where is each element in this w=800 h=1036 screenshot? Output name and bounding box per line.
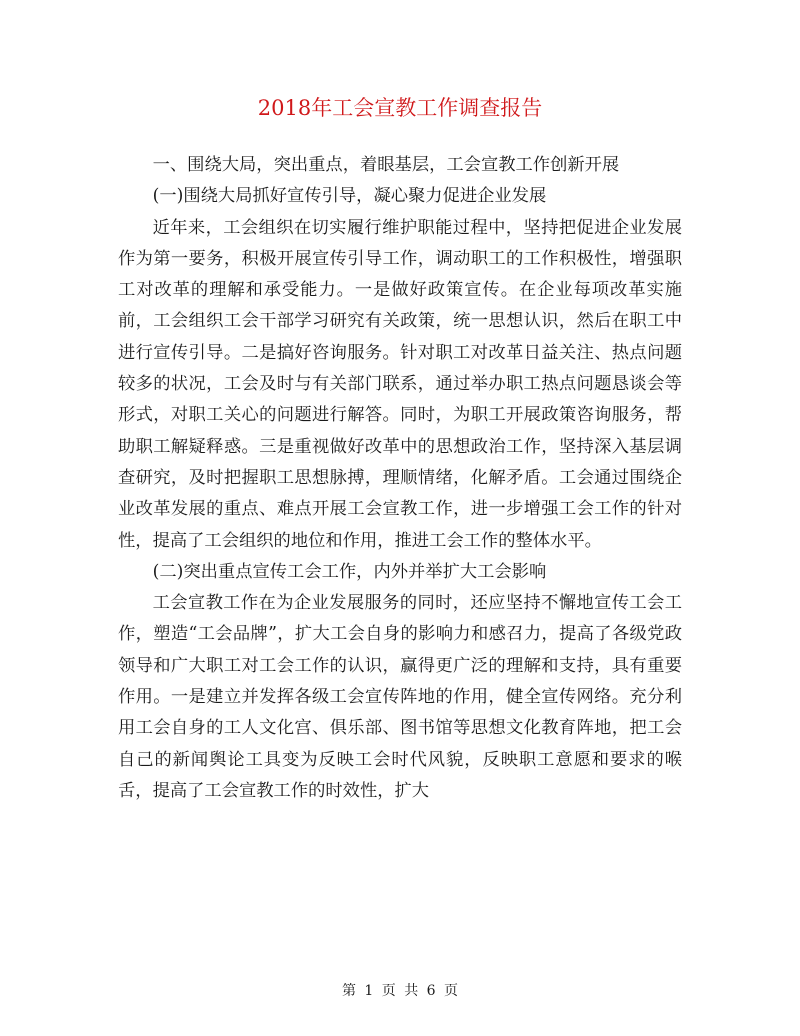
- subsection-heading: (二)突出重点宣传工会工作，内外并举扩大工会影响: [152, 561, 547, 582]
- section-heading: 一、围绕大局，突出重点，着眼基层，工会宣教工作创新开展: [152, 155, 620, 175]
- body-paragraph: 工会宣教工作在为企业发展服务的同时，还应坚持不懈地宣传工会工作，塑造“工会品牌”，扩大工会自身的影响力和感召力，提高了各级党政领导和广大职工对工会工作的认识，赢得更广泛的理解和支持，具有重要作用。一是建立并发挥各级工会宣传阵地的作用，健全宣传网络。充分利用工会自身的工人文化宫、俱乐部、图书馆等思想文化教育阵地，把工会自己的新闻舆论工具变为反映工会时代风貌，反映职工意愿和要求的喉舌，提高了工会宣教工作的时效性，扩大: [118, 593, 682, 801]
- subsection-heading: (一)围绕大局抓好宣传引导，凝心聚力促进企业发展: [152, 186, 547, 207]
- page-number-footer: 第 1 页 共 6 页: [341, 983, 459, 999]
- body-paragraph: 近年来，工会组织在切实履行维护职能过程中，坚持把促进企业发展作为第一要务，积极开展宣传引导工作，调动职工的工作积极性，增强职工对改革的理解和承受能力。一是做好政策宣传。在企业每项改革实施前，工会组织工会干部学习研究有关政策，统一思想认识，然后在职工中进行宣传引导。二是搞好咨询服务。针对职工对改革日益关注、热点问题较多的状况，工会及时与有关部门联系，通过举办职工热点问题恳谈会等形式，对职工关心的问题进行解答。同时，为职工开展政策咨询服务，帮助职工解疑释惑。三是重视做好改革中的思想政治工作，坚持深入基层调查研究，及时把握职工思想脉搏，理顺情绪，化解矛盾。工会通过围绕企业改革发展的重点、难点开展工会宣教工作，进一步增强工会工作的针对性，提高了工会组织的地位和作用，推进工会工作的整体水平。: [118, 217, 682, 551]
- document-body: [118, 150, 682, 807]
- document-title: 2018年工会宣教工作调查报告: [257, 96, 543, 120]
